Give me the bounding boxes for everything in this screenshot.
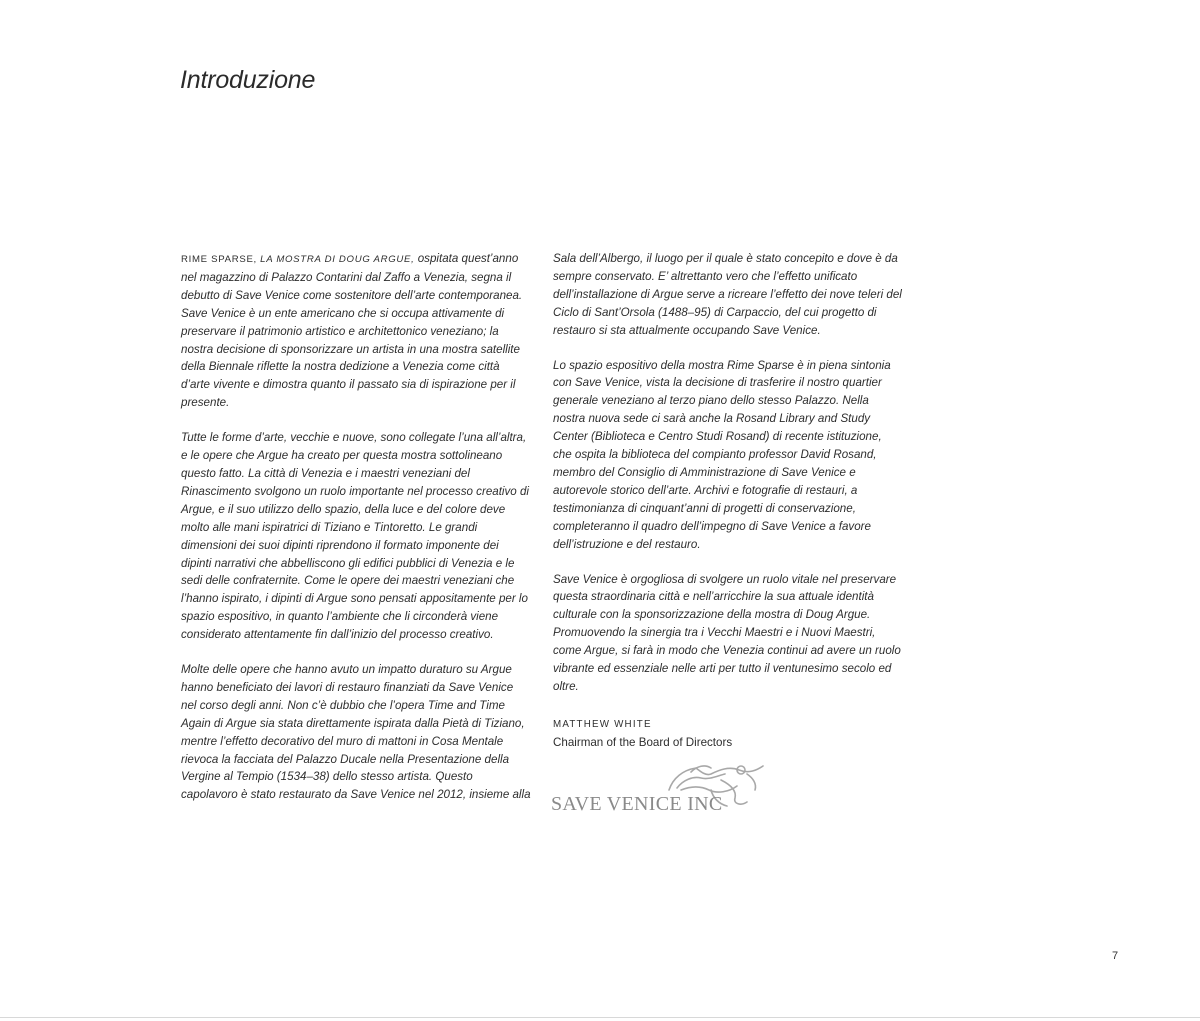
signature-role: Chairman of the Board of Directors — [553, 735, 733, 749]
bottom-divider — [0, 1017, 1200, 1018]
save-venice-logo — [551, 760, 771, 820]
paragraph-5: Lo spazio espositivo della mostra Rime Sparse è in piena sintonia con Save Venice, vista la decisione di trasferire il nostro quartier generale veneziano al terzo piano dello stesso Palazzo. Nella nostra nuova sede ci sarà anche la Rosand Library and Study Center (Biblioteca e Centro Studi Rosand) di recente istituzione, che ospita la biblioteca del compianto professor David Rosand, membro del Consiglio di Amministrazione di Save Venice e autorevole storico dell’arte. Archivi e fotografie di restauri, a testimonianza di cinquant’anni di progetti di conservazione, completeranno il quadro dell’impegno di Save Venice a favore dell’istruzione e del restauro. — [553, 358, 891, 551]
signature-name: MATTHEW WHITE — [553, 718, 652, 730]
logo-text: SAVE VENICE INC — [551, 793, 723, 815]
signature-block — [553, 716, 903, 752]
right-column — [553, 250, 903, 752]
paragraph-3: Molte delle opere che hanno avuto un impatto duraturo su Argue hanno beneficiato dei lavori di restauro finanziati da Save Venice nel corso degli anni. Non c’è dubbio che l’opera Time and Time Again di Argue sia stata direttamente ispirata dalla Pietà di Tiziano, mentre l’effetto decorativo del muro di mattoni in Cosa Mentale rievoca la facciata del Palazzo Ducale nella Presentazione della Vergine al Tempio (1534–38) dello stesso artista. Questo capolavoro è stato restaurato da Save Venice nel 2012, insieme alla — [181, 663, 531, 802]
paragraph-1-body: ospitata quest’anno nel magazzino di Palazzo Contarini dal Zaffo a Venezia, segna il debutto di Save Venice come sostenitore dell’arte contemporanea. Save Venice è un ente americano che si occupa attivamente di preservare il patrimonio artistico e architettonico veneziano; la nostra decisione di sponsorizzare un artista in una mostra satellite della Biennale riflette la nostra dedizione a Venezia come città d’arte vivente e dimostra quanto il passato sia di ispirazione per il presente. — [181, 252, 523, 410]
lead-caps: RIME SPARSE, — [181, 254, 257, 265]
lead-caps-italic: LA MOSTRA DI DOUG ARGUE, — [260, 254, 415, 265]
left-column — [181, 250, 531, 821]
paragraph-2: Tutte le forme d’arte, vecchie e nuove, sono collegate l’una all’altra, e le opere che Argue ha creato per questa mostra sottolineano questo fatto. La città di Venezia e i maestri veneziani del Rinascimento svolgono un ruolo importante nel processo creativo di Argue, e il suo utilizzo dello spazio, della luce e del colore deve molto alle mani ispiratrici di Tiziano e Tintoretto. Le grandi dimensioni dei suoi dipinti riprendono il formato imponente dei dipinti narrativi che abbelliscono gli edifici pubblici di Venezia e le sedi delle confraternite. Come le opere dei maestri veneziani che l’hanno ispirato, i dipinti di Argue sono pensati appositamente per lo spazio espositivo, in quanto l’ambiente che li circonderà viene considerato attentamente fin dall’inizio del processo creativo. — [181, 431, 529, 642]
page-title: Introduzione — [180, 66, 316, 94]
paragraph-1 — [181, 250, 531, 412]
paragraph-6: Save Venice è orgogliosa di svolgere un ruolo vitale nel preservare questa straordinaria città e nell’arricchire la sua attuale identità culturale con la sponsorizzazione della mostra di Doug Argue. Promuovendo la sinergia tra i Vecchi Maestri e i Nuovi Maestri, come Argue, si farà in modo che Venezia continui ad avere un ruolo vibrante ed essenziale nelle arti per tutto il ventunesimo secolo ed oltre. — [553, 572, 901, 693]
paragraph-4: Sala dell’Albergo, il luogo per il quale è stato concepito e dove è da sempre conservato. E’ altrettanto vero che l’effetto unificato dell’installazione di Argue serve a ricreare l’effetto dei nove teleri del Ciclo di Sant’Orsola (1488–95) di Carpaccio, del cui progetto di restauro si sta attualmente occupando Save Venice. — [553, 252, 902, 337]
page-number: 7 — [1112, 950, 1119, 962]
